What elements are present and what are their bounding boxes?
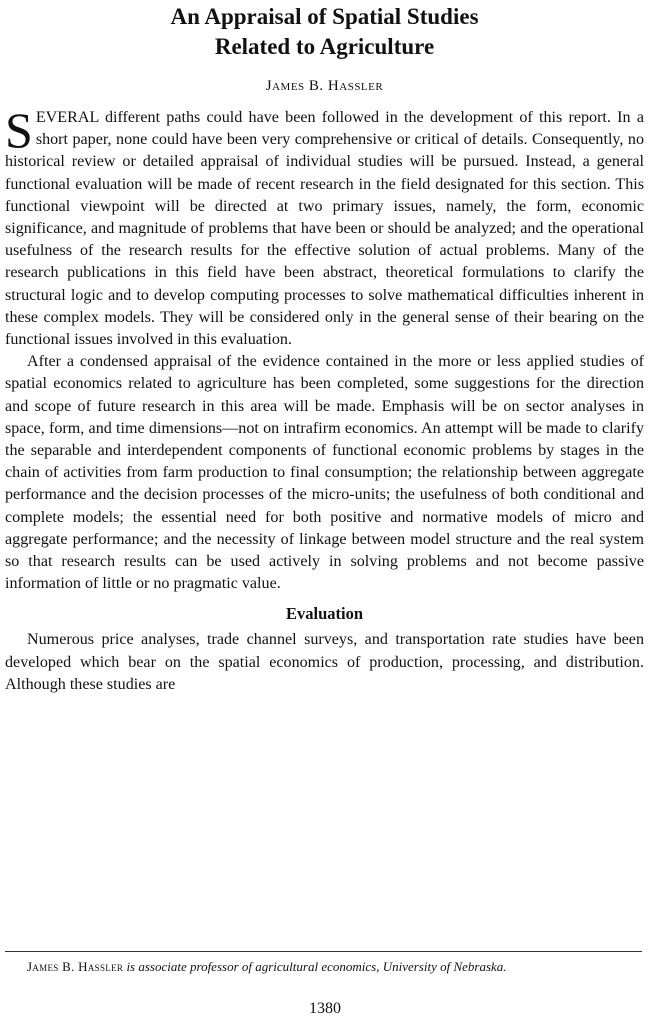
title-line-1: An Appraisal of Spatial Studies: [170, 4, 479, 29]
footnote-rule: [5, 951, 642, 952]
page-number: 1380: [309, 1000, 341, 1017]
paragraph-scope: After a condensed appraisal of the evidence contained in the more or less applied studies of spatial economics related to agriculture has been completed, some suggestions for the direction and scope of future research in this area will be made. Emphasis will be on sector analyses in space, form, and time dimensions—not on intrafirm economics. An attempt will be made to clarify the separable and interdependent components of functional economic problems by stages in the chain of activities from farm production to final consumption; the relationship between aggregate performance and the decision processes of the micro-units; the usefulness of both conditional and complete models; the essential need for both positive and normative models of micro and aggregate performance; and the necessity of linkage between model structure and the real system so that research results can be used actively in solving problems and not become passive information of little or no pragmatic value.: [5, 353, 644, 593]
article-author: James B. Hassler: [265, 78, 384, 94]
paragraph-evaluation: Numerous price analyses, trade channel surveys, and transportation rate studies have been developed which bear on the spatial economics of production, processing, and distribution. Although these studies are: [5, 631, 644, 693]
paragraph-intro-text: EVERAL different paths could have been followed in the development of this report. In a short paper, none could have been very comprehensive or critical of details. Consequently, no historical review or detailed appraisal of individual studies will be pursued. Instead, a general functional evaluation will be made of recent research in the field designated for this section. This functional viewpoint will be directed at two primary issues, namely, the form, economic significance, and magnitude of problems that have been or should be analyzed; and the operational usefulness of the research results for the effective solution of actual problems. Many of the research publications in this field have been abstract, theoretical formulations to clarify the structural logic and to develop computing processes to solve mathematical difficulties inherent in these complex models. They will be considered only in the general sense of their bearing on the functional issues involved in this evaluation.: [5, 109, 644, 349]
article-title: [5, 0, 644, 62]
section-heading-evaluation: Evaluation: [285, 604, 364, 624]
footnote-author-affiliation: is associate professor of agricultural economics, University of Nebraska.: [126, 959, 507, 974]
drop-cap: S: [5, 102, 33, 158]
footnote-author-name: James B. Hassler: [27, 959, 124, 974]
paragraph-intro: [5, 102, 644, 351]
article-body: [5, 102, 644, 696]
title-line-2: Related to Agriculture: [214, 34, 435, 59]
author-footnote: [5, 958, 642, 975]
